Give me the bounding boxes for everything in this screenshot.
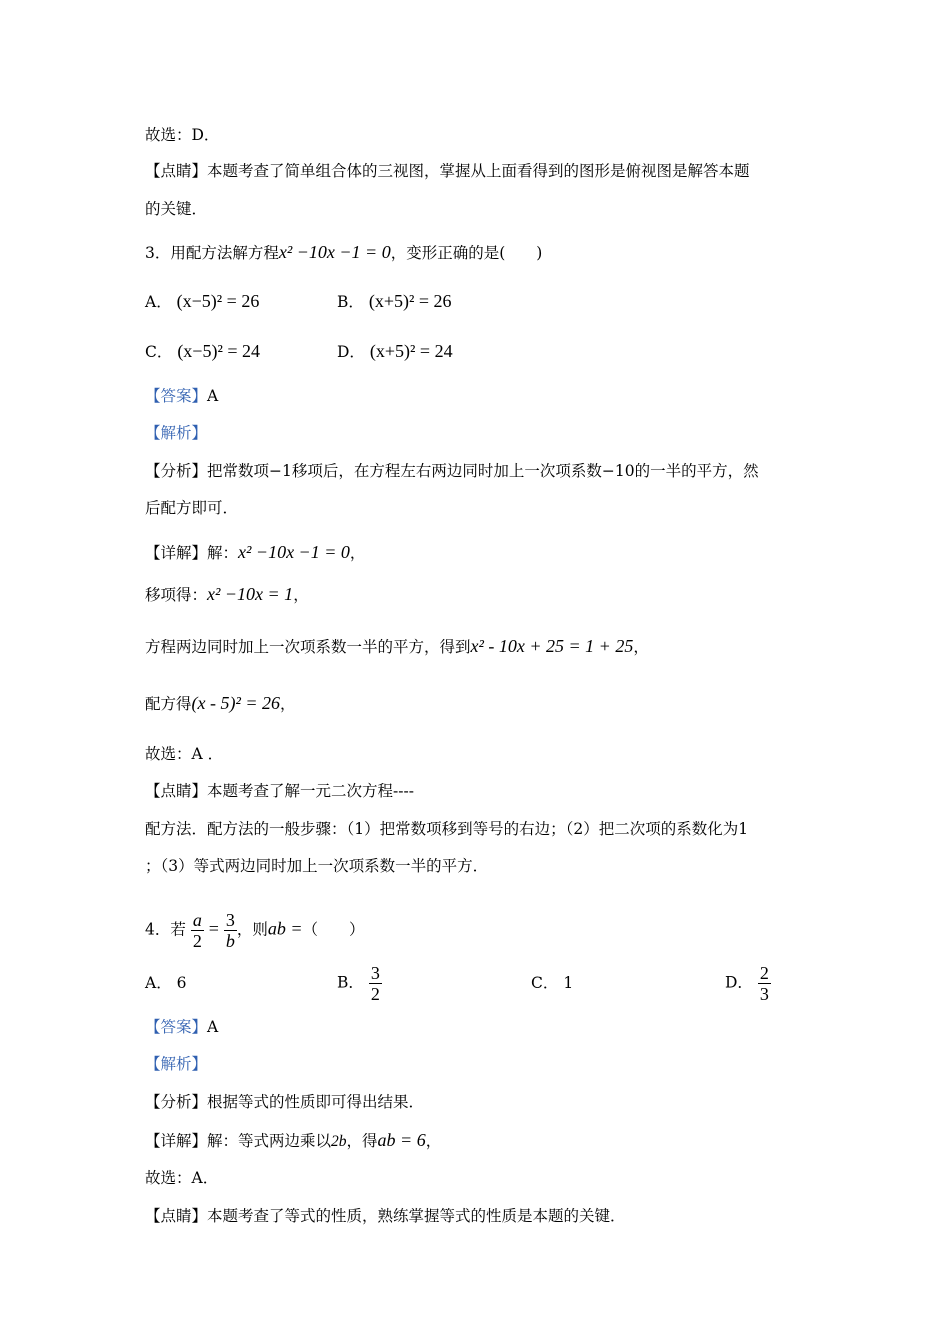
- q4-analysis-tag: 【解析】: [145, 1055, 208, 1073]
- q3-xiangjie-5: 故选：A ．: [145, 745, 224, 763]
- q3-dianjing-3: ；（3）等式两边同时加上一次项系数一半的平方．: [145, 857, 489, 875]
- q3-xiangjie-4: 配方得(x - 5)² = 26，: [145, 693, 296, 713]
- q4-fenxi: 【分析】根据等式的性质即可得出结果．: [145, 1093, 425, 1111]
- q3-answer: 【答案】A: [145, 387, 219, 405]
- q3-fenxi-1: 【分析】把常数项−1移项后，在方程左右两边同时加上一次项系数−10的一半的平方，然: [145, 462, 759, 480]
- q4-option-a: A． 6: [145, 974, 187, 992]
- q3-option-a: A． (x−5)² = 26: [145, 291, 260, 311]
- q3-dianjing-2: 配方法．配方法的一般步骤：（1）把常数项移到等号的右边；（2）把二次项的系数化为1: [145, 820, 749, 838]
- q4-answer: 【答案】A: [145, 1018, 219, 1036]
- answer-tag: 【答案】: [145, 387, 208, 405]
- q3-fenxi-2: 后配方即可．: [145, 499, 239, 517]
- q4-xiangjie-2: 故选：A．: [145, 1169, 219, 1187]
- q4-fraction-1: $\frac{a}{2}$: [192, 910, 202, 951]
- q4-xiangjie-1: 【详解】解：等式两边乘以2b，得ab = 6，: [145, 1130, 442, 1150]
- line-3: 的关键．: [145, 200, 208, 218]
- q3-dianjing-1: 【点睛】本题考查了解一元二次方程----: [145, 782, 414, 800]
- dianjing-tag: 【点睛】: [145, 162, 208, 180]
- q4-fraction-2: $\frac{3}{b}$: [225, 910, 235, 951]
- q3-xiangjie-3: 方程两边同时加上一次项系数一半的平方，得到x² - 10x + 25 = 1 + 25，: [145, 636, 649, 656]
- line-2: 【点睛】本题考查了简单组合体的三视图，掌握从上面看得到的图形是俯视图是解答本题: [145, 162, 750, 180]
- question-3: 3．用配方法解方程x² −10x −1 = 0，变形正确的是( ): [145, 242, 543, 262]
- line-1: 故选：D．: [145, 126, 220, 144]
- q4-option-b: B． $\frac{3}{2}$: [337, 963, 380, 1004]
- q3-xiangjie-1: 【详解】解：x² −10x −1 = 0，: [145, 542, 366, 562]
- q3-option-c: C． (x−5)² = 24: [145, 341, 260, 361]
- question-4: 4．若 $\frac{a}{2}$ = $\frac{3}{b}$ ，则ab =（ ）: [145, 910, 365, 951]
- q3-xiangjie-2: 移项得：x² −10x = 1，: [145, 584, 309, 604]
- q4-option-d: D． $\frac{2}{3}$: [725, 963, 769, 1004]
- q4-option-c: C． 1: [531, 974, 574, 992]
- q3-option-b: B． (x+5)² = 26: [337, 291, 452, 311]
- q3-option-d: D． (x+5)² = 24: [337, 341, 453, 361]
- q3-equation: x² −10x −1 = 0: [278, 242, 391, 262]
- q4-dianjing: 【点睛】本题考查了等式的性质，熟练掌握等式的性质是本题的关键．: [145, 1207, 626, 1225]
- q3-analysis-tag: 【解析】: [145, 424, 208, 442]
